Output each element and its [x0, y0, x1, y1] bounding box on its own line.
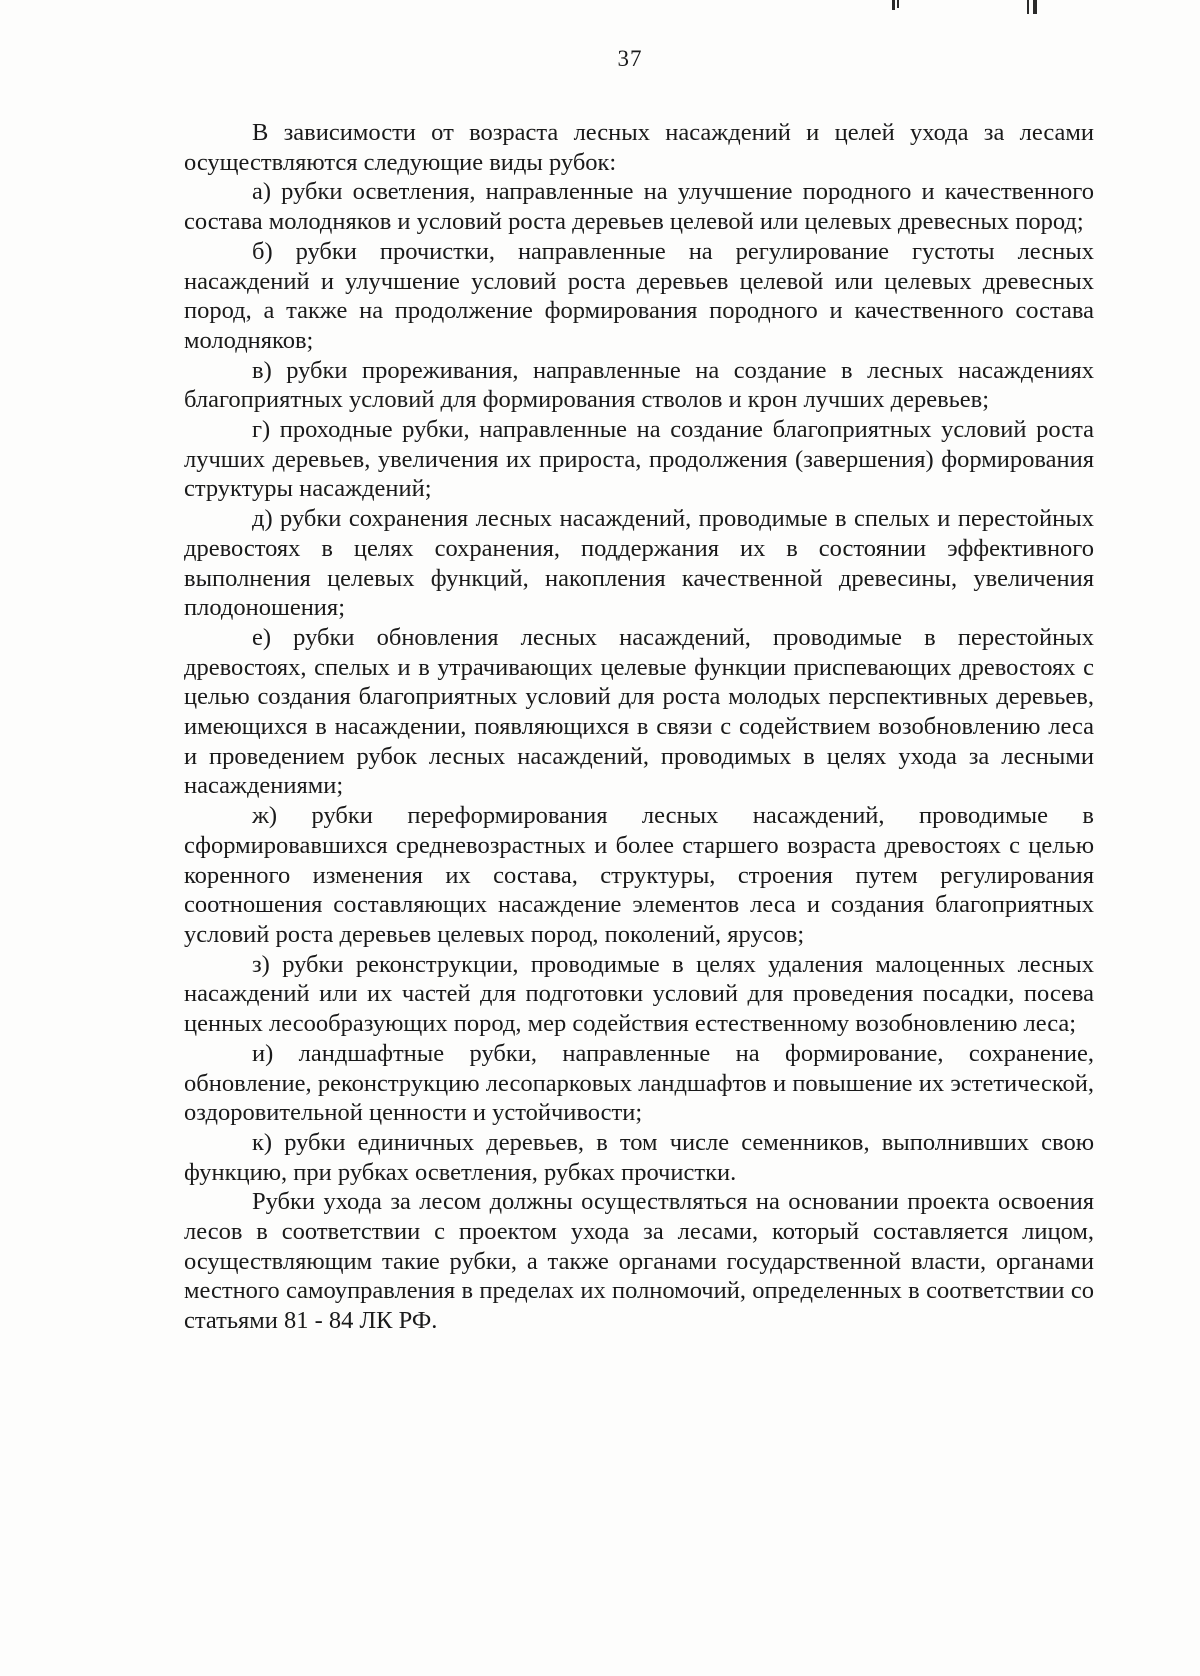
page-number: 37 [617, 46, 643, 71]
list-item-d: д) рубки сохранения лесных насаждений, проводимые в спелых и перестойных древостоях в целях сохранения, поддержания их в состоянии эффективного выполнения целевых функций, накопления качественной древесины, увеличения плодоношения; [184, 505, 1094, 622]
scan-artifact [1027, 0, 1029, 14]
list-item-e: е) рубки обновления лесных насаждений, проводимые в перестойных древостоях, спелых и в утрачивающих целевые функции приспевающих древостоях с целью создания благоприятных условий для роста молодых перспективных деревьев, имеющихся в насаждении, появляющихся в связи с содействием возобновлению леса и проведением рубок лесных насаждений, проводимых в целях ухода за лесными насаждениями; [184, 623, 1094, 800]
list-item-k: к) рубки единичных деревьев, в том числе семенников, выполнивших свою функцию, при рубках осветления, рубках прочистки. [184, 1128, 1094, 1186]
scan-artifact [1033, 0, 1037, 14]
list-item-i: и) ландшафтные рубки, направленные на формирование, сохранение, обновление, реконструкцию лесопарковых ландшафтов и повышение их эстетической, оздоровительной ценности и устойчивости; [184, 1039, 1094, 1127]
scan-artifact [892, 0, 895, 10]
closing-paragraph: Рубки ухода за лесом должны осуществляться на основании проекта освоения лесов в соответствии с проектом ухода за лесами, который составляется лицом, осуществляющим такие рубки, а также органами государственной власти, органами местного самоуправления в пределах их полномочий, определенных в соответствии со статьями 81 - 84 ЛК РФ. [184, 1188, 1094, 1335]
document-body [184, 118, 1094, 1336]
list-item-z: з) рубки реконструкции, проводимые в целях удаления малоценных лесных насаждений или их частей для подготовки условий для проведения посадки, посева ценных лесообразующих пород, мер содействия естественному возобновлению леса; [184, 950, 1094, 1038]
intro-paragraph: В зависимости от возраста лесных насаждений и целей ухода за лесами осуществляются следующие виды рубок: [184, 119, 1094, 176]
list-item-zh: ж) рубки переформирования лесных насаждений, проводимые в сформировавшихся средневозрастных и более старшего возраста древостоях с целью коренного изменения их состава, структуры, строения путем регулирования соотношения составляющих насаждение элементов леса и создания благоприятных условий роста деревьев целевых пород, поколений, ярусов; [184, 802, 1094, 948]
list-item-g: г) проходные рубки, направленные на создание благоприятных условий роста лучших деревьев, увеличения их прироста, продолжения (завершения) формирования структуры насаждений; [184, 416, 1094, 503]
list-item-a: а) рубки осветления, направленные на улучшение породного и качественного состава молодняков и условий роста деревьев целевой или целевых древесных пород; [184, 178, 1094, 236]
list-item-b: б) рубки прочистки, направленные на регулирование густоты лесных насаждений и улучшение условий роста деревьев целевой или целевых древесных пород, а также на продолжение формирования породного и качественного состава молодняков; [184, 237, 1094, 354]
scan-artifact [897, 0, 899, 8]
list-item-v: в) рубки прореживания, направленные на создание в лесных насаждениях благоприятных условий для формирования стволов и крон лучших деревьев; [184, 356, 1094, 414]
